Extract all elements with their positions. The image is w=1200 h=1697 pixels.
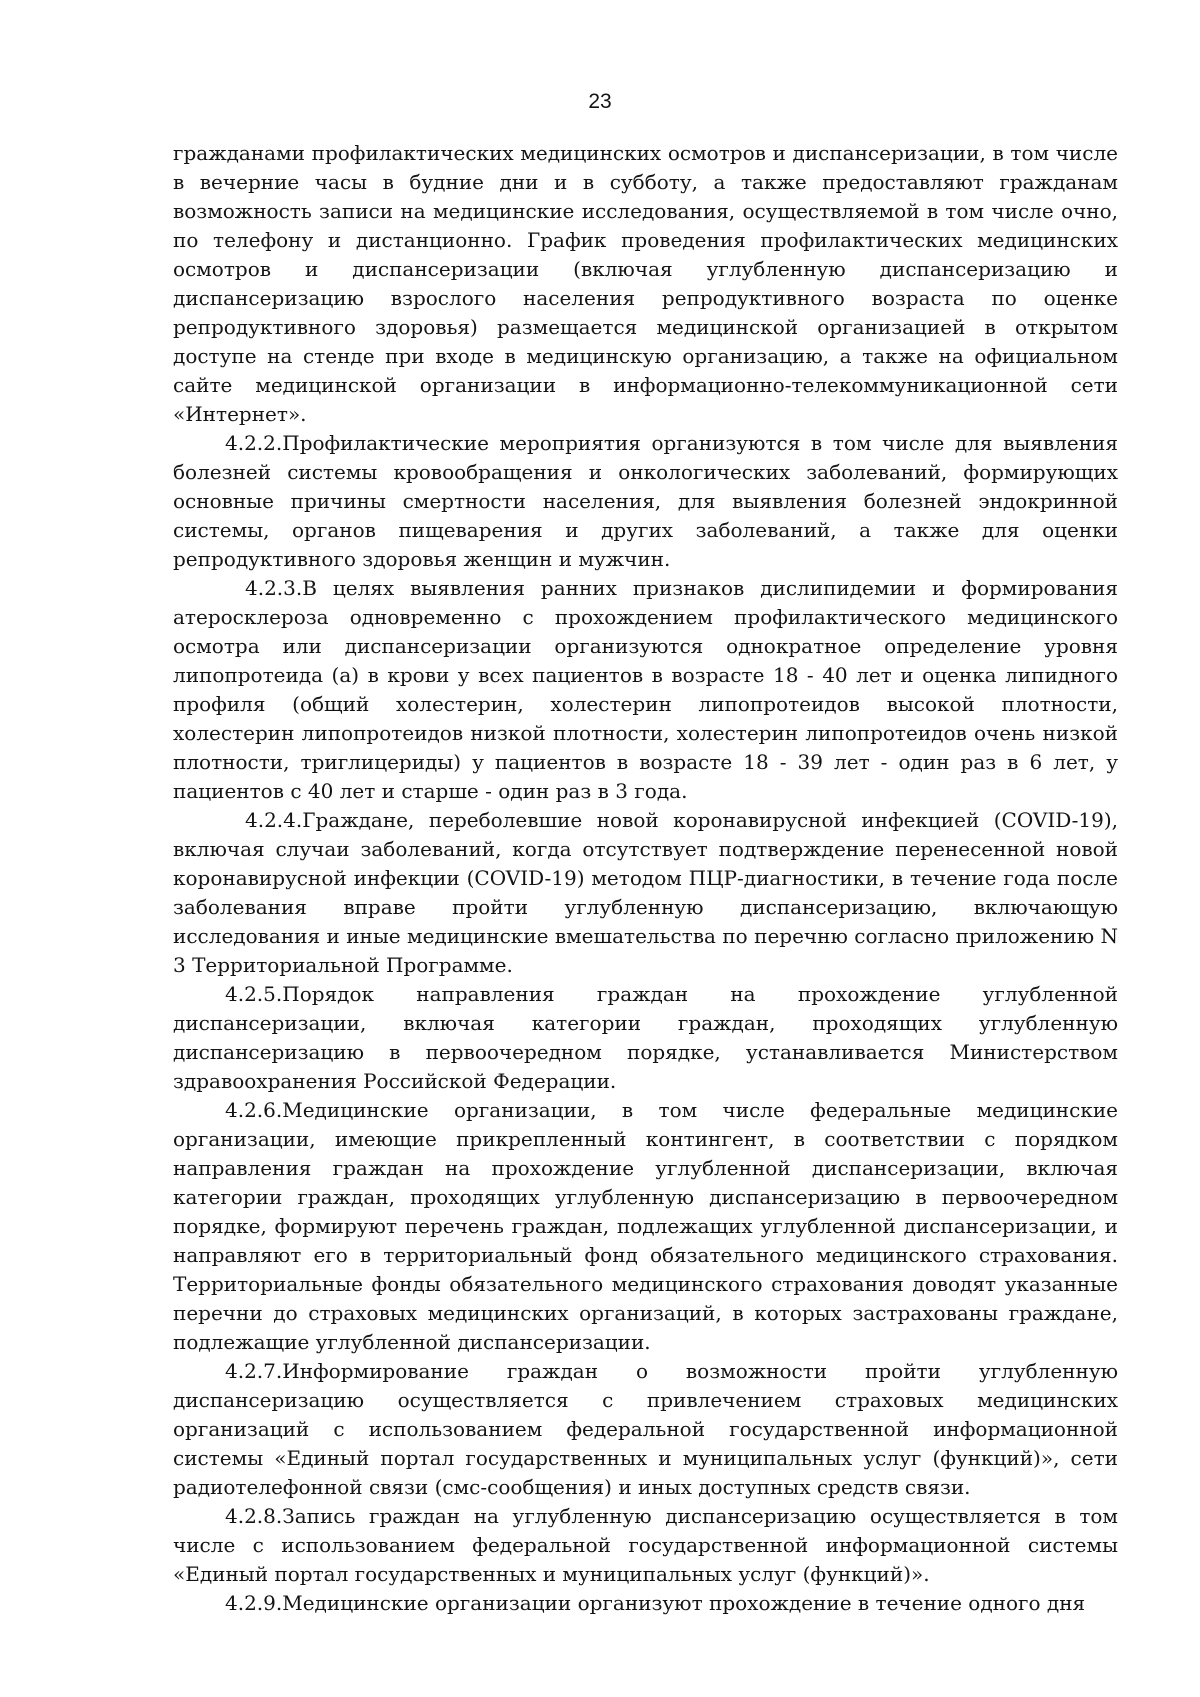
paragraph-4-2-2: 4.2.2.Профилактические мероприятия организуются в том числе для выявления болезней системы кровообращения и онкологических заболеваний, формирующих основные причины смертности населения, для выявления болезней эндокринной системы, органов пищеварения и других заболеваний, а также для оценки репродуктивного здоровья женщин и мужчин.: [173, 431, 1118, 571]
paragraph-4-2-4: 4.2.4.Граждане, переболевшие новой коронавирусной инфекцией (COVID-19), включая случаи заболеваний, когда отсутствует подтверждение перенесенной новой коронавирусной инфекции (COVID-19) методом ПЦР-диагностики, в течение года после заболевания вправе пройти углубленную диспансеризацию, включающую исследования и иные медицинские вмешательства по перечню согласно приложению N 3 Территориальной Программе.: [173, 808, 1118, 977]
paragraph-4-2-8: 4.2.8.Запись граждан на углубленную диспансеризацию осуществляется в том числе с использованием федеральной государственной информационной системы «Единый портал государственных и муниципальных услуг (функций)».: [173, 1504, 1118, 1586]
paragraph-continuation: гражданами профилактических медицинских осмотров и диспансеризации, в том числе в вечерние часы в будние дни и в субботу, а также предоставляют гражданам возможность записи на медицинские исследования, осуществляемой в том числе очно, по телефону и дистанционно. График проведения профилактических медицинских осмотров и диспансеризации (включая углубленную диспансеризацию и диспансеризацию взрослого населения репродуктивного возраста по оценке репродуктивного здоровья) размещается медицинской организацией в открытом доступе на стенде при входе в медицинскую организацию, а также на официальном сайте медицинской организации в информационно-телекоммуникационной сети «Интернет».: [173, 141, 1118, 426]
paragraph-4-2-5: 4.2.5.Порядок направления граждан на прохождение углубленной диспансеризации, включая категории граждан, проходящих углубленную диспансеризацию в первоочередном порядке, устанавливается Министерством здравоохранения Российской Федерации.: [173, 982, 1118, 1093]
paragraph-4-2-9: 4.2.9.Медицинские организации организуют прохождение в течение одного дня: [225, 1591, 1086, 1615]
paragraph-4-2-6: 4.2.6.Медицинские организации, в том числе федеральные медицинские организации, имеющие прикрепленный контингент, в соответствии с порядком направления граждан на прохождение углубленной диспансеризации, включая категории граждан, проходящих углубленную диспансеризацию в первоочередном порядке, формируют перечень граждан, подлежащих углубленной диспансеризации, и направляют его в территориальный фонд обязательного медицинского страхования. Территориальные фонды обязательного медицинского страхования доводят указанные перечни до страховых медицинских организаций, в которых застрахованы граждане, подлежащие углубленной диспансеризации.: [173, 1098, 1118, 1354]
page-number: 23: [588, 90, 612, 113]
paragraph-4-2-7: 4.2.7.Информирование граждан о возможности пройти углубленную диспансеризацию осуществляется с привлечением страховых медицинских организаций с использованием федеральной государственной информационной системы «Единый портал государственных и муниципальных услуг (функций)», сети радиотелефонной связи (смс-сообщения) и иных доступных средств связи.: [173, 1359, 1118, 1499]
paragraph-4-2-3: 4.2.3.В целях выявления ранних признаков дислипидемии и формирования атеросклероза одновременно с прохождением профилактического медицинского осмотра или диспансеризации организуются однократное определение уровня липопротеида (а) в крови у всех пациентов в возрасте 18 - 40 лет и оценка липидного профиля (общий холестерин, холестерин липопротеидов высокой плотности, холестерин липопротеидов низкой плотности, холестерин липопротеидов очень низкой плотности, триглицериды) у пациентов в возрасте 18 - 39 лет - один раз в 6 лет, у пациентов с 40 лет и старше - один раз в 3 года.: [173, 576, 1118, 803]
document-body: [173, 139, 1118, 1618]
